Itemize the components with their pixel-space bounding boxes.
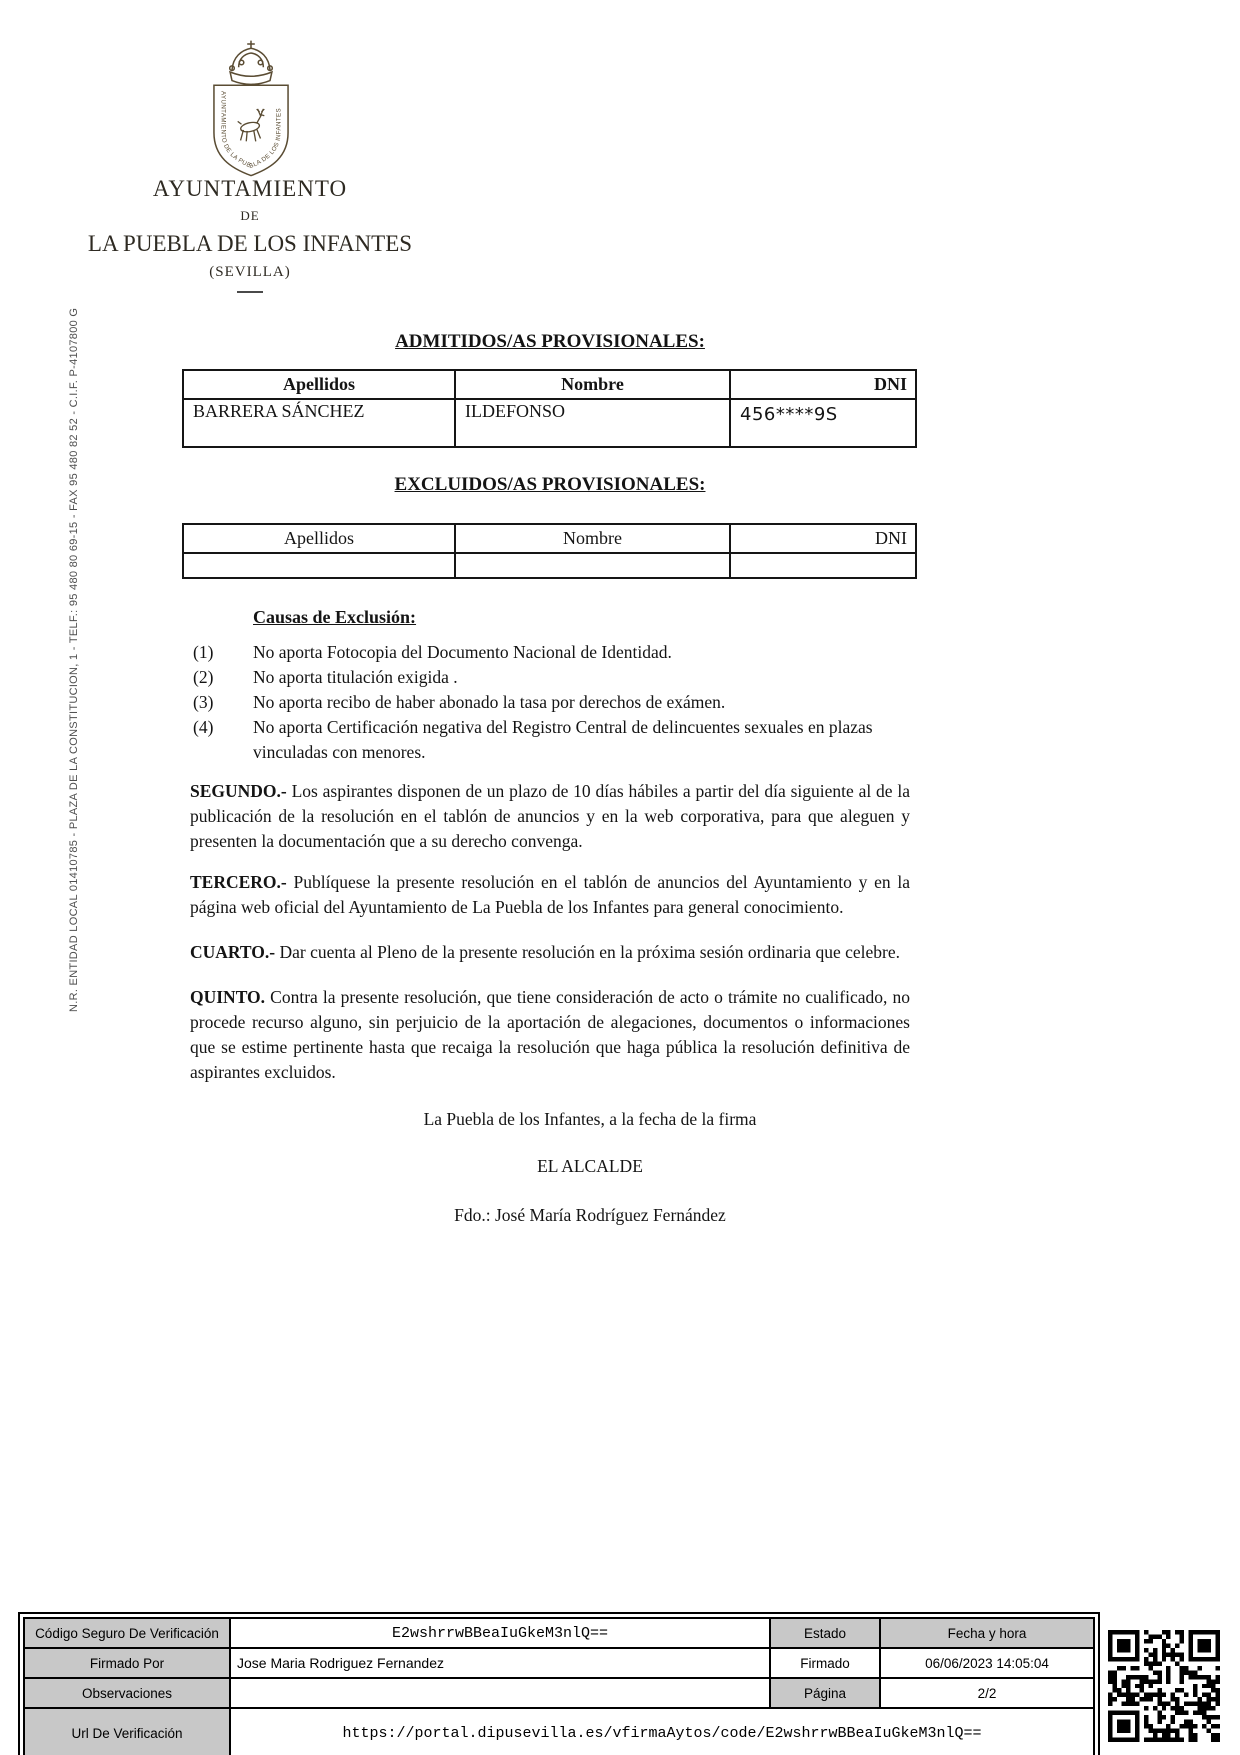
csv-label: Código Seguro De Verificación [24, 1618, 230, 1648]
firmado-por-value: Jose Maria Rodriguez Fernandez [230, 1648, 770, 1678]
admitted-header-row [183, 370, 916, 399]
org-name-line2: DE [240, 208, 260, 223]
verification-row-observaciones [24, 1678, 1094, 1708]
excluded-cell-dni [730, 553, 916, 578]
exclusion-causes-title: Causas de Exclusión: [253, 607, 417, 627]
resolution-label: TERCERO.- [190, 872, 287, 892]
admitted-col-apellidos: Apellidos [183, 370, 455, 399]
fecha-hora-value: 06/06/2023 14:05:04 [880, 1648, 1094, 1678]
resolution-paragraph-tercero [190, 870, 910, 920]
resolution-text: Los aspirantes disponen de un plazo de 10 días hábiles a partir del día siguiente al de la publicación de la resolución en el tablón de anuncios y en la web corporativa, para que aleguen y presenten la documentación que a su derecho convenga. [190, 781, 911, 851]
admitted-cell-apellidos: BARRERA SÁNCHEZ [183, 399, 455, 447]
pagina-value: 2/2 [880, 1678, 1094, 1708]
resolution-text: Dar cuenta al Pleno de la presente resolución en la próxima sesión ordinaria que celebre. [279, 942, 900, 962]
admitted-col-dni: DNI [730, 370, 916, 399]
resolution-label: CUARTO.- [190, 942, 276, 962]
excluded-header-row [183, 524, 916, 553]
verification-table [23, 1617, 1095, 1755]
item-text: No aporta recibo de haber abonado la tasa por derechos de exámen. [253, 692, 726, 712]
exclusion-item [190, 640, 910, 665]
verification-footer [18, 1612, 1100, 1755]
excluded-cell-apellidos [183, 553, 455, 578]
pagina-label: Página [770, 1678, 880, 1708]
exclusion-item [190, 690, 910, 715]
org-divider [237, 291, 263, 293]
estado-label: Estado [770, 1618, 880, 1648]
estado-value: Firmado [770, 1648, 880, 1678]
admitted-col-nombre: Nombre [455, 370, 730, 399]
item-text: No aporta Fotocopia del Documento Nacional de Identidad. [253, 642, 672, 662]
item-text: No aporta titulación exigida . [253, 667, 458, 687]
verification-row-url [24, 1708, 1094, 1755]
signature-place-line: La Puebla de los Infantes, a la fecha de la firma [423, 1109, 757, 1129]
excluded-cell-nombre [455, 553, 730, 578]
item-text: No aporta Certificación negativa del Registro Central de delincuentes sexuales en plazas vinculadas con menores. [253, 717, 873, 762]
municipal-crest-icon [193, 34, 309, 186]
resolution-text: Publíquese la presente resolución en el tablón de anuncios del Ayuntamiento y en la página web oficial del Ayuntamiento de La Puebla de los Infantes para general conocimiento. [190, 872, 910, 917]
crest-motto: AYUNTAMIENTO DE LA PUEBLA DE LOS INFANTES [219, 91, 283, 171]
observaciones-value [230, 1678, 770, 1708]
org-name-line4: (SEVILLA) [209, 264, 291, 280]
fecha-hora-label: Fecha y hora [880, 1618, 1094, 1648]
crest-deer-icon [238, 109, 265, 141]
resolution-paragraph-cuarto [190, 940, 910, 965]
resolution-label: SEGUNDO.- [190, 781, 287, 801]
admitted-row [183, 399, 916, 447]
excluded-col-dni: DNI [730, 524, 916, 553]
exclusion-item [190, 715, 910, 765]
admitted-table [182, 369, 917, 448]
admitted-cell-dni: 456****9S [730, 399, 916, 447]
excluded-table [182, 523, 917, 579]
item-number: (2) [193, 667, 214, 687]
admitted-cell-nombre: ILDEFONSO [455, 399, 730, 447]
resolution-paragraph-segundo [190, 779, 910, 854]
url-value: https://portal.dipusevilla.es/vfirmaAytos/code/E2wshrrwBBeaIuGkeM3nlQ== [230, 1708, 1094, 1755]
resolution-text: Contra la presente resolución, que tiene consideración de acto o trámite no cualificado, no procede recurso alguno, sin perjuicio de la aportación de alegaciones, documentos o informaciones que se estime pertinente hasta que recaiga la resolución que haga pública la resolución definitiva de aspirantes excluidos. [190, 987, 911, 1082]
item-number: (1) [193, 642, 214, 662]
org-name-line3: LA PUEBLA DE LOS INFANTES [87, 231, 413, 256]
org-name-line1: AYUNTAMIENTO [152, 176, 348, 201]
registry-side-line: N.R. ENTIDAD LOCAL 01410785 - PLAZA DE LA CONSTITUCION, 1 - TELF.: 95 480 80 69-15 - FAX 95 480 82 52 - C.I.F. P-4107800 G [68, 307, 80, 1012]
item-number: (3) [193, 692, 214, 712]
resolution-paragraph-quinto [190, 985, 910, 1085]
exclusion-item [190, 665, 910, 690]
crest-crown [230, 41, 273, 85]
csv-value: E2wshrrwBBeaIuGkeM3nlQ== [230, 1618, 770, 1648]
excluded-empty-row [183, 553, 916, 578]
excluded-col-nombre: Nombre [455, 524, 730, 553]
verification-row-csv [24, 1618, 1094, 1648]
exclusion-causes-list [190, 640, 910, 765]
org-name-block [70, 176, 430, 293]
excluded-col-apellidos: Apellidos [183, 524, 455, 553]
signature-role: EL ALCALDE [537, 1156, 643, 1176]
item-number: (4) [193, 717, 214, 737]
observaciones-label: Observaciones [24, 1678, 230, 1708]
crest-shield [214, 85, 288, 175]
verification-row-firmado [24, 1648, 1094, 1678]
signature-name: Fdo.: José María Rodríguez Fernández [454, 1205, 726, 1225]
admitted-title: ADMITIDOS/AS PROVISIONALES: [395, 331, 705, 352]
firmado-por-label: Firmado Por [24, 1648, 230, 1678]
document-body [190, 320, 910, 1228]
resolution-label: QUINTO. [190, 987, 266, 1007]
svg-text:AYUNTAMIENTO DE LA PUEBLA DE L [220, 91, 283, 170]
excluded-title: EXCLUIDOS/AS PROVISIONALES: [394, 474, 706, 495]
url-label: Url De Verificación [24, 1708, 230, 1755]
qr-code [1108, 1630, 1220, 1742]
